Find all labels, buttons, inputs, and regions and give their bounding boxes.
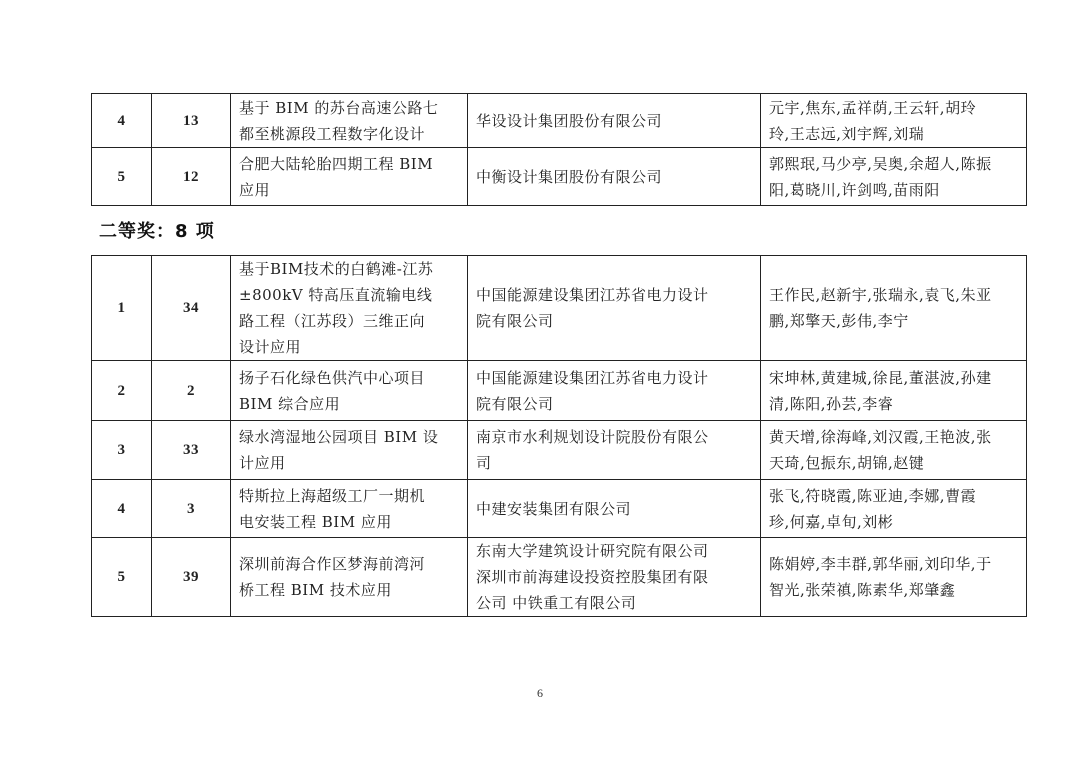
project-id-cell: 33 — [152, 421, 231, 480]
organization-cell — [468, 421, 761, 480]
project-name-cell — [231, 256, 468, 361]
rank-cell: 2 — [92, 361, 152, 421]
participants-cell — [761, 148, 1027, 206]
participants-line: 王作民,赵新宇,张瑞永,袁飞,朱亚 — [769, 286, 992, 304]
project-name-line: 应用 — [239, 180, 271, 199]
project-name-line: 计应用 — [239, 454, 286, 472]
project-name-cell — [231, 480, 468, 538]
participants-cell — [761, 421, 1027, 480]
organization-line: 南京市水利规划设计院股份有限公 — [476, 428, 709, 446]
participants-line: 珍,何嘉,卓旬,刘彬 — [769, 512, 894, 531]
organization-line: 中国能源建设集团江苏省电力设计 — [476, 286, 709, 304]
organization-cell — [468, 256, 761, 361]
project-id-cell: 39 — [152, 538, 231, 617]
participants-line: 阳,葛晓川,许剑鸣,苗雨阳 — [769, 180, 940, 199]
organization-line: 华设设计集团股份有限公司 — [476, 111, 663, 130]
project-name-line: 桥工程 BIM 技术应用 — [239, 581, 392, 599]
award-table-first-prize-continued — [91, 93, 1027, 206]
organization-line: 中建安装集团有限公司 — [476, 499, 632, 518]
organization-line: 中国能源建设集团江苏省电力设计 — [476, 368, 709, 387]
project-name-line: 绿水湾湿地公园项目 BIM 设 — [239, 428, 439, 446]
project-id-cell: 2 — [152, 361, 231, 421]
organization-line: 院有限公司 — [476, 312, 554, 330]
organization-line: 东南大学建筑设计研究院有限公司 — [476, 542, 709, 560]
organization-cell — [468, 480, 761, 538]
participants-cell — [761, 480, 1027, 538]
participants-line: 清,陈阳,孙芸,李睿 — [769, 394, 894, 413]
participants-cell — [761, 538, 1027, 617]
table-row — [92, 148, 1027, 206]
project-name-line: 基于 BIM 的苏台高速公路七 — [239, 98, 439, 117]
project-name-cell — [231, 361, 468, 421]
section-heading-second-prize: 二等奖：8 项 — [99, 221, 215, 242]
table-row — [92, 538, 1027, 617]
participants-line: 元宇,焦东,孟祥荫,王云轩,胡玲 — [769, 98, 977, 117]
project-name-line: 电安装工程 BIM 应用 — [239, 512, 392, 531]
rank-cell: 5 — [92, 538, 152, 617]
participants-cell — [761, 256, 1027, 361]
participants-line: 张飞,符晓霞,陈亚迪,李娜,曹霞 — [769, 486, 977, 505]
organization-cell — [468, 538, 761, 617]
rank-cell: 5 — [92, 148, 152, 206]
project-name-cell — [231, 538, 468, 617]
project-id-cell: 3 — [152, 480, 231, 538]
project-name-line: BIM 综合应用 — [239, 394, 341, 413]
project-id-cell: 13 — [152, 94, 231, 148]
project-name-line: 深圳前海合作区梦海前湾河 — [239, 555, 426, 573]
participants-line: 陈娟婷,李丰群,郭华丽,刘印华,于 — [769, 555, 992, 573]
participants-line: 天琦,包振东,胡锦,赵键 — [769, 454, 925, 472]
project-name-line: 合肥大陆轮胎四期工程 BIM — [239, 154, 434, 173]
participants-line: 玲,王志远,刘宇辉,刘瑞 — [769, 124, 925, 143]
project-id-cell: 34 — [152, 256, 231, 361]
participants-line: 黄天增,徐海峰,刘汉霞,王艳波,张 — [769, 428, 992, 446]
project-id-cell: 12 — [152, 148, 231, 206]
project-name-cell — [231, 148, 468, 206]
organization-cell — [468, 148, 761, 206]
table-row — [92, 421, 1027, 480]
table-row — [92, 480, 1027, 538]
organization-line: 院有限公司 — [476, 394, 554, 413]
award-table-second-prize — [91, 255, 1027, 617]
participants-line: 智光,张荣禛,陈素华,郑肇鑫 — [769, 581, 956, 599]
table-row — [92, 256, 1027, 361]
participants-line: 鹏,郑擎天,彭伟,李宁 — [769, 312, 909, 330]
project-name-line: 基于BIM技术的白鹤滩-江苏 — [239, 260, 434, 278]
organization-line: 中衡设计集团股份有限公司 — [476, 167, 663, 186]
project-name-line: 特斯拉上海超级工厂一期机 — [239, 486, 426, 505]
participants-cell — [761, 94, 1027, 148]
project-name-line: 设计应用 — [239, 338, 302, 356]
project-name-line: 扬子石化绿色供汽中心项目 — [239, 368, 426, 387]
rank-cell: 1 — [92, 256, 152, 361]
rank-cell: 4 — [92, 94, 152, 148]
rank-cell: 3 — [92, 421, 152, 480]
organization-cell — [468, 361, 761, 421]
table-row — [92, 361, 1027, 421]
organization-line: 司 — [476, 454, 492, 472]
table-row — [92, 94, 1027, 148]
project-name-cell — [231, 421, 468, 480]
organization-line: 深圳市前海建设投资控股集团有限 — [476, 568, 709, 586]
participants-cell — [761, 361, 1027, 421]
participants-line: 宋坤林,黄建城,徐昆,董湛波,孙建 — [769, 368, 992, 387]
project-name-line: 都至桃源段工程数字化设计 — [239, 124, 426, 143]
organization-line: 公司 中铁重工有限公司 — [476, 594, 637, 612]
page-number: 6 — [537, 686, 543, 700]
project-name-line: ±800kV 特高压直流输电线 — [239, 286, 433, 304]
rank-cell: 4 — [92, 480, 152, 538]
project-name-line: 路工程（江苏段）三维正向 — [239, 312, 426, 330]
participants-line: 郭熙珉,马少亭,吴奥,余超人,陈振 — [769, 154, 992, 173]
project-name-cell — [231, 94, 468, 148]
organization-cell — [468, 94, 761, 148]
